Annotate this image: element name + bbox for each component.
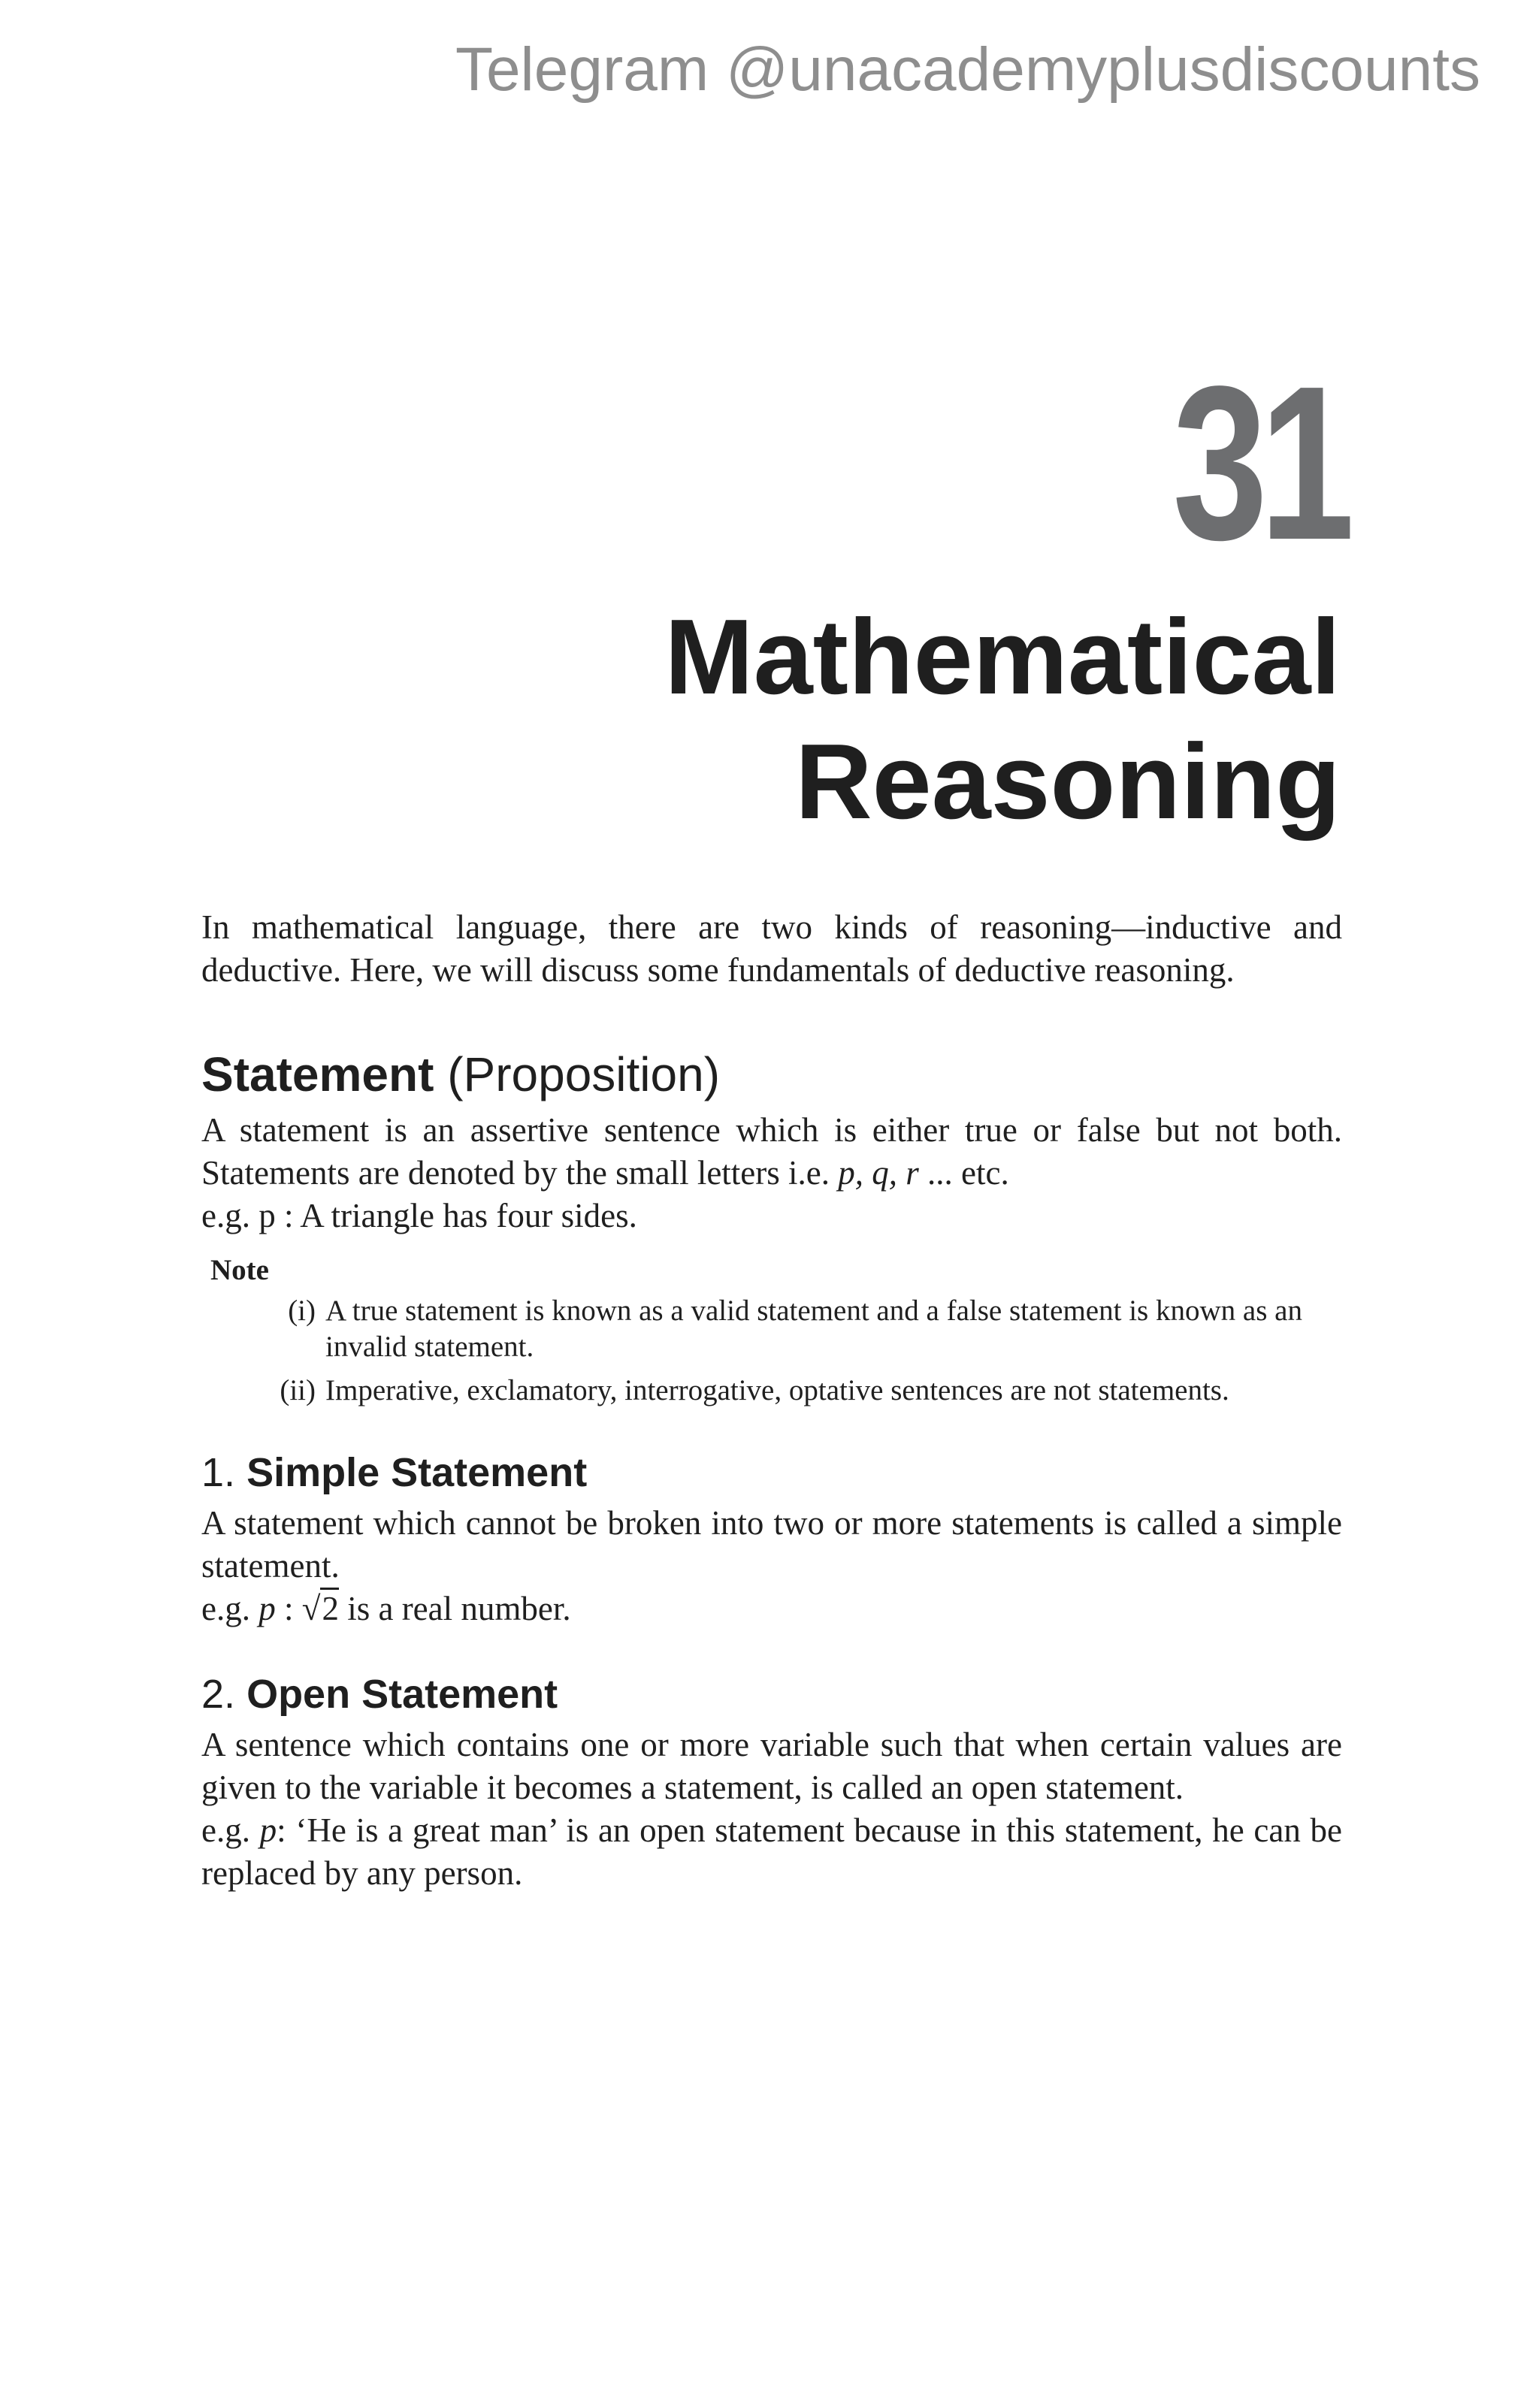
- note-block: [210, 1252, 1342, 1409]
- radical-sign: √: [301, 1590, 321, 1627]
- statement-definition: [201, 1109, 1342, 1195]
- example-variable: p: [259, 1590, 276, 1627]
- note-item-number: (i): [288, 1295, 316, 1327]
- open-statement-title: Open Statement: [246, 1672, 558, 1717]
- chapter-title-line-2: Reasoning: [795, 722, 1341, 841]
- note-label: Note: [210, 1254, 269, 1286]
- chapter-number: 31: [1172, 340, 1347, 585]
- open-statement-heading: [201, 1669, 1342, 1719]
- example-prefix: e.g.: [201, 1590, 259, 1627]
- statement-heading-bold: Statement: [201, 1047, 434, 1101]
- simple-statement-title: Simple Statement: [246, 1450, 588, 1495]
- open-statement-example: [201, 1809, 1342, 1895]
- square-root: [302, 1588, 339, 1630]
- simple-statement-heading: [201, 1448, 1342, 1497]
- statement-variables: p, q, r: [838, 1154, 919, 1192]
- simple-statement-example: [201, 1588, 1342, 1630]
- chapter-title-line-1: Mathematical: [664, 597, 1341, 717]
- chapter-title: [439, 595, 1341, 844]
- example-prefix: e.g.: [201, 1811, 260, 1849]
- open-statement-text: A sentence which contains one or more variable such that when certain values are given to the variable it becomes a statement, is called an open statement.: [201, 1726, 1342, 1806]
- statement-definition-end: ... etc.: [918, 1154, 1009, 1192]
- note-item: [210, 1373, 1302, 1409]
- statement-heading: [201, 1046, 1342, 1103]
- radicand: 2: [320, 1588, 339, 1627]
- note-item: [210, 1293, 1302, 1365]
- statement-definition-text: A statement is an assertive sentence which is either true or false but not both. Statements are denoted by the small letters i.e.: [201, 1111, 1342, 1192]
- intro-paragraph: In mathematical language, there are two kinds of reasoning—inductive and deductive. Here, we will discuss some fundamentals of deductive reasoning.: [201, 908, 1342, 989]
- statement-heading-normal: (Proposition): [434, 1047, 720, 1101]
- simple-statement-text: A statement which cannot be broken into two or more statements is called a simple statement.: [201, 1504, 1342, 1585]
- simple-statement-number: 1.: [201, 1450, 236, 1495]
- note-item-text: Imperative, exclamatory, interrogative, optative sentences are not statements.: [325, 1374, 1229, 1406]
- example-rest: is a real number.: [338, 1590, 571, 1627]
- open-statement-number: 2.: [201, 1672, 236, 1717]
- example-variable: p: [259, 1811, 277, 1849]
- example-colon: :: [275, 1590, 302, 1627]
- page-content: [201, 906, 1342, 1895]
- watermark: Telegram @unacademyplusdiscounts: [455, 35, 1480, 104]
- note-item-text: A true statement is known as a valid statement and a false statement is known as an invalid statement.: [325, 1295, 1302, 1363]
- statement-example: e.g. p : A triangle has four sides.: [201, 1197, 637, 1234]
- example-rest: : ‘He is a great man’ is an open statement because in this statement, he can be replaced by any person.: [201, 1811, 1342, 1892]
- note-item-number: (ii): [280, 1374, 316, 1406]
